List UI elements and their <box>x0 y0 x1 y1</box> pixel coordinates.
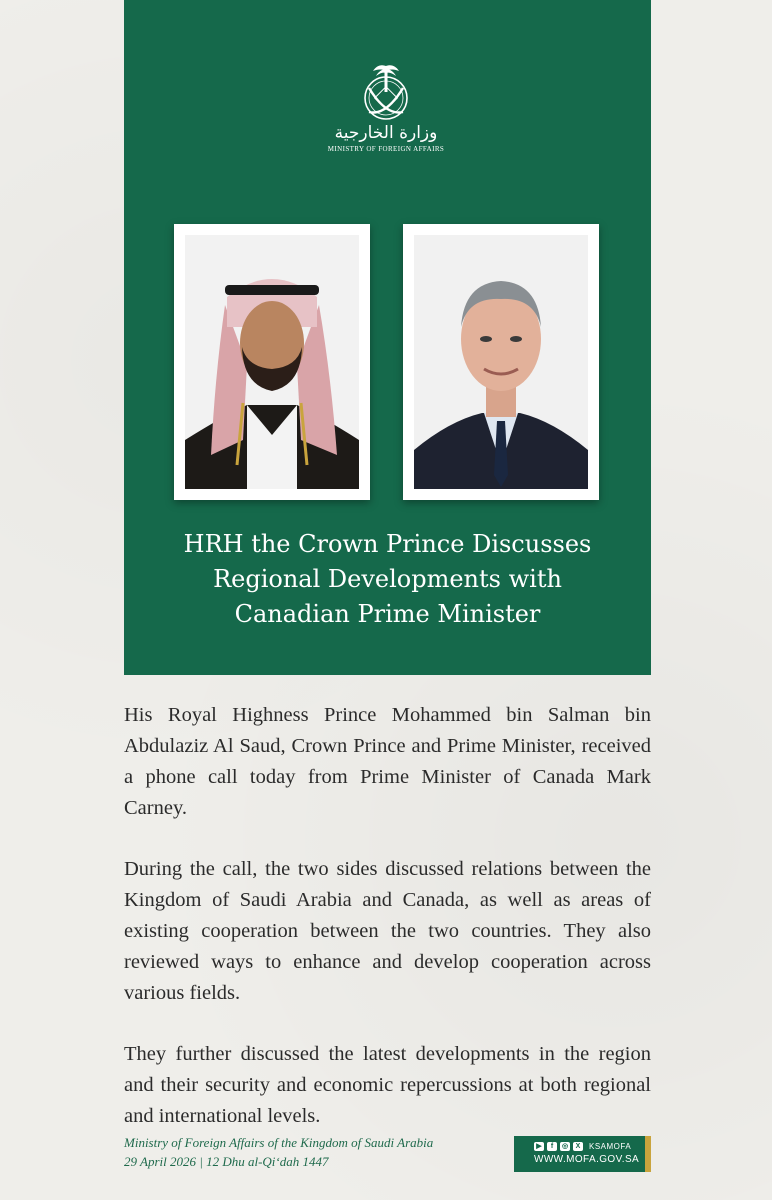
portrait-crown-prince-icon <box>185 235 359 489</box>
logo-arabic-text: وزارة الخارجية <box>334 123 438 143</box>
social-badge[interactable] <box>514 1136 651 1172</box>
instagram-icon[interactable]: ◎ <box>561 1143 569 1150</box>
headline-line-3: Canadian Prime Minister <box>234 600 541 628</box>
footer-credits <box>124 1133 484 1171</box>
badge-accent-bar <box>645 1136 651 1172</box>
headline-line-1: HRH the Crown Prince Discusses <box>183 530 592 558</box>
page-title <box>124 527 651 632</box>
ministry-logo <box>300 60 472 172</box>
prime-minister-photo <box>403 224 599 500</box>
logo-english-text: MINISTRY OF FOREIGN AFFAIRS <box>327 145 445 153</box>
social-links <box>534 1140 651 1153</box>
body-paragraph-3: They further discussed the latest developments in the region and their security and economic repercussions at both regional and international levels. <box>124 1043 651 1127</box>
article-body <box>124 700 651 1162</box>
website-link[interactable]: WWW.MOFA.GOV.SA <box>534 1154 640 1165</box>
body-paragraph-1: His Royal Highness Prince Mohammed bin Salman bin Abdulaziz Al Saud, Crown Prince and Prime Minister, received a phone call today from Prime Minister of Canada Mark Carney. <box>124 704 651 819</box>
portrait-prime-minister-icon <box>414 235 588 489</box>
headline-line-2: Regional Developments with <box>213 565 562 593</box>
footer-date: 29 April 2026 | 12 Dhu al-Qi‘dah 1447 <box>124 1154 329 1169</box>
crown-prince-photo <box>174 224 370 500</box>
facebook-icon[interactable]: f <box>547 1142 557 1151</box>
palm-and-swords-emblem-icon <box>351 60 421 122</box>
footer-ministry: Ministry of Foreign Affairs of the Kingdom of Saudi Arabia <box>124 1135 434 1150</box>
body-paragraph-2: During the call, the two sides discussed relations between the Kingdom of Saudi Arabia and Canada, as well as areas of existing cooperation between the two countries. They also reviewed ways to enhance and develop cooperation across various fields. <box>124 858 651 1004</box>
x-icon[interactable]: X <box>573 1142 583 1151</box>
social-handle[interactable]: KSAMOFA <box>589 1142 632 1151</box>
youtube-icon[interactable]: ▶ <box>534 1142 544 1151</box>
